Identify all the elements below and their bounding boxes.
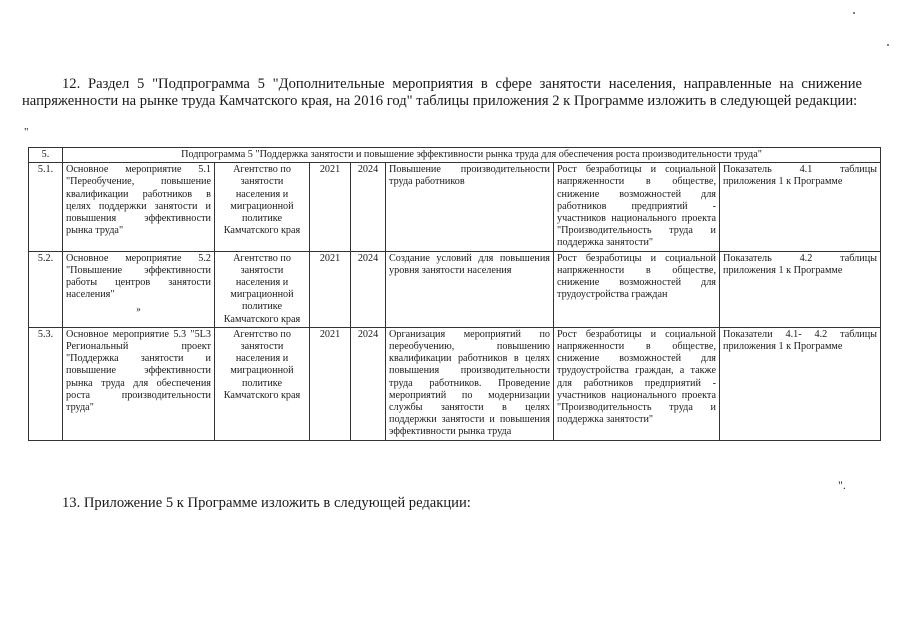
consequences: Рост безработицы и социальной напряженности в обществе, снижение возможностей для трудоустройства граждан, а также для работников предприятий - участников национального проекта "Производительность труда и поддержка занятости" bbox=[554, 327, 720, 440]
consequences: Рост безработицы и социальной напряженности в обществе, снижение возможностей для работников предприятий - участников национального проекта "Производительность труда и поддержка занятости" bbox=[554, 163, 720, 251]
row-num: 5.1. bbox=[29, 163, 63, 251]
end-year: 2024 bbox=[351, 327, 386, 440]
row-num: 5.3. bbox=[29, 327, 63, 440]
start-year: 2021 bbox=[310, 251, 351, 327]
measure-name: Основное мероприятие 5.1 "Переобучение, повышение квалификации работников в целях поддержки занятости и повышения эффективности рынка труда" bbox=[63, 163, 215, 251]
table-row bbox=[29, 327, 881, 440]
row-num: 5.2. bbox=[29, 251, 63, 327]
expected-result: Организация мероприятий по переобучению, повышению квалификации работников в целях повышения производительности труда работников. Проведение мероприятий по модернизации службы занятости в целях поддержки занятости и повышения эффективности рынка труда bbox=[386, 327, 554, 440]
executor: Агентство по занятости населения и миграционной политике Камчатского края bbox=[215, 327, 310, 440]
end-year: 2024 bbox=[351, 251, 386, 327]
executor: Агентство по занятости населения и миграционной политике Камчатского края bbox=[215, 163, 310, 251]
table-row bbox=[29, 163, 881, 251]
quote-close-mark: ". bbox=[838, 478, 846, 492]
start-year: 2021 bbox=[310, 163, 351, 251]
start-year: 2021 bbox=[310, 327, 351, 440]
table-row bbox=[29, 251, 881, 327]
paragraph-12: 12. Раздел 5 "Подпрограмма 5 "Дополнительные мероприятия в сфере занятости населения, направленные на снижение напряженности на рынке труда Камчатского края, на 2016 год" таблицы приложения 2 к Программе изложить в следующей редакции: bbox=[22, 76, 862, 109]
table-header-row bbox=[29, 148, 881, 163]
margin-mark: » bbox=[136, 304, 141, 315]
consequences: Рост безработицы и социальной напряженности в обществе, снижение возможностей для трудоустройства граждан bbox=[554, 251, 720, 327]
expected-result: Создание условий для повышения уровня занятости населения bbox=[386, 251, 554, 327]
header-num-cell: 5. bbox=[29, 148, 63, 163]
measure-name-cell bbox=[63, 251, 215, 327]
header-title-cell: Подпрограмма 5 "Поддержка занятости и повышение эффективности рынка труда для обеспечения роста производительности труда" bbox=[63, 148, 881, 163]
paragraph-13: 13. Приложение 5 к Программе изложить в следующей редакции: bbox=[62, 495, 471, 511]
indicator: Показатели 4.1- 4.2 таблицы приложения 1 к Программе bbox=[720, 327, 881, 440]
end-year: 2024 bbox=[351, 163, 386, 251]
measure-name: Основное мероприятие 5.3 "5L3 Региональный проект "Поддержка занятости и повышение эффективности рынка труда для обеспечения роста производительности труда" bbox=[63, 327, 215, 440]
scan-speck bbox=[887, 44, 889, 46]
quote-open-mark: " bbox=[24, 126, 29, 138]
measure-name: Основное мероприятие 5.2 "Повышение эффективности работы центров занятости населения" bbox=[66, 252, 211, 301]
scan-speck bbox=[853, 12, 855, 14]
expected-result: Повышение производительности труда работников bbox=[386, 163, 554, 251]
indicator: Показатель 4.1 таблицы приложения 1 к Программе bbox=[720, 163, 881, 251]
subprogram-table bbox=[28, 147, 881, 441]
indicator: Показатель 4.2 таблицы приложения 1 к Программе bbox=[720, 251, 881, 327]
executor: Агентство по занятости населения и миграционной политике Камчатского края bbox=[215, 251, 310, 327]
